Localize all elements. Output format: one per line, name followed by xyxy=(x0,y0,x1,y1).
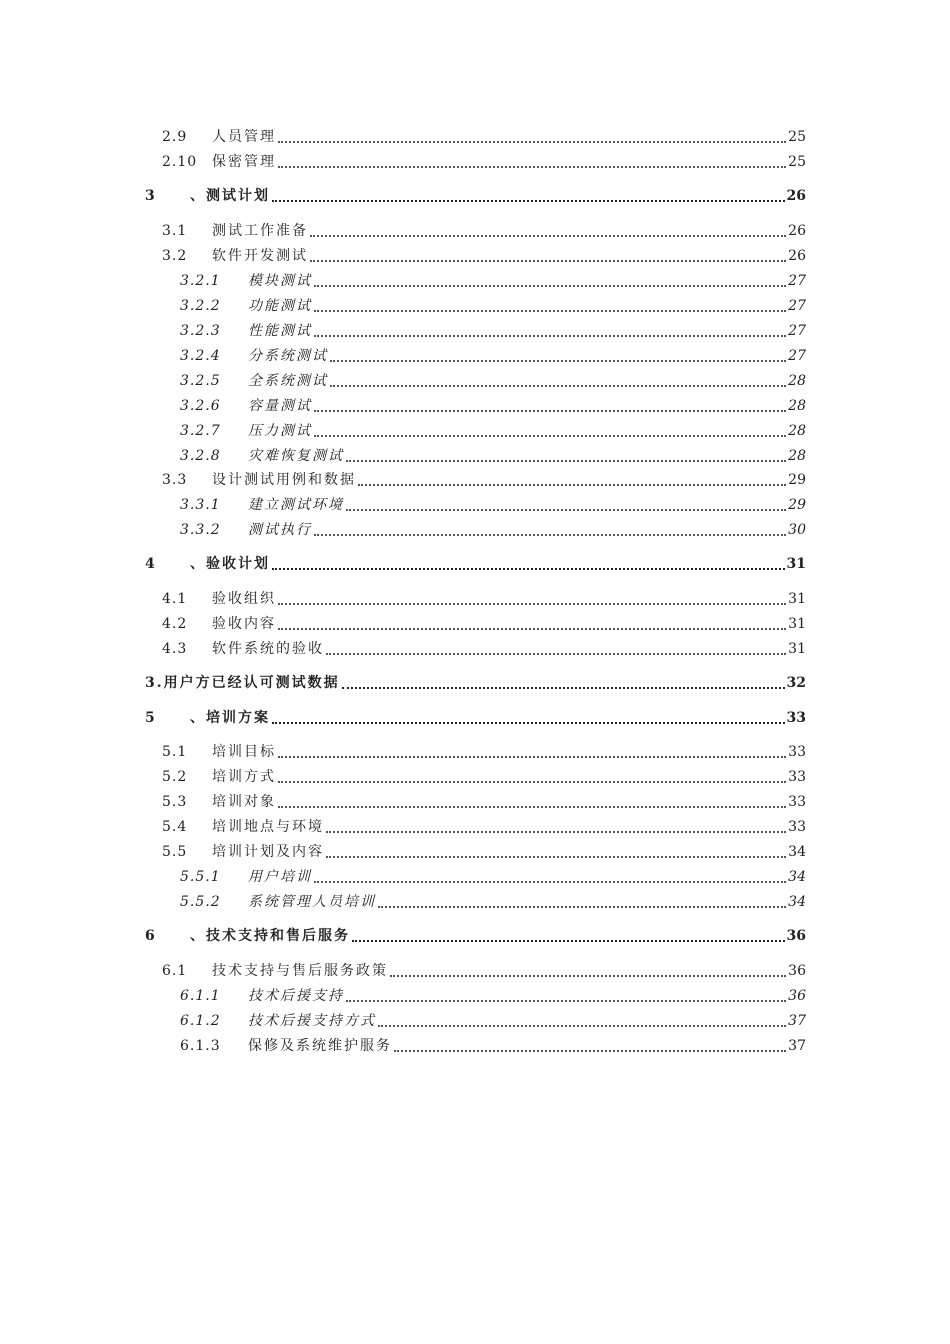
toc-entry[interactable] xyxy=(180,271,806,291)
toc-dot-leader xyxy=(310,240,786,262)
toc-entry-title: 验收组织 xyxy=(212,591,276,607)
toc-entry-number: 5.1 xyxy=(162,744,188,760)
toc-page-number: 27 xyxy=(788,298,806,314)
toc-entry-number: 4.1 xyxy=(162,591,188,607)
toc-entry-title: 压力测试 xyxy=(248,423,312,439)
toc-page-number: 33 xyxy=(788,794,806,810)
toc-entry[interactable] xyxy=(162,614,806,634)
toc-page-number: 28 xyxy=(788,448,806,464)
toc-entry-number: 3.2 xyxy=(162,248,188,264)
toc-page-number: 34 xyxy=(788,869,806,885)
toc-page-number: 36 xyxy=(786,928,806,944)
toc-page-number: 25 xyxy=(788,129,806,145)
toc-entry[interactable] xyxy=(180,421,806,441)
toc-dot-leader xyxy=(390,955,786,977)
toc-page-number: 37 xyxy=(788,1013,806,1029)
toc-entry[interactable] xyxy=(162,817,806,837)
toc-entry[interactable] xyxy=(180,1011,806,1031)
toc-dot-leader xyxy=(278,761,786,783)
toc-entry[interactable] xyxy=(180,892,806,912)
toc-dot-leader xyxy=(314,265,786,287)
toc-entry-number: 3.2.2 xyxy=(180,298,221,314)
toc-entry-number: 3.3.1 xyxy=(180,497,221,513)
toc-page-number: 31 xyxy=(788,616,806,632)
toc-dot-leader xyxy=(326,633,786,655)
toc-entry-title: 容量测试 xyxy=(248,398,312,414)
toc-entry-number: 6.1.2 xyxy=(180,1013,221,1029)
toc-entry-title: 、技术支持和售后服务 xyxy=(190,928,350,944)
toc-entry[interactable] xyxy=(162,152,806,172)
toc-dot-leader xyxy=(278,786,786,808)
toc-dot-leader xyxy=(330,365,786,387)
toc-entry-title: 系统管理人员培训 xyxy=(248,894,376,910)
toc-dot-leader xyxy=(314,290,786,312)
toc-entry-title: 技术后援支持方式 xyxy=(248,1013,376,1029)
toc-entry-title: 培训目标 xyxy=(212,744,276,760)
toc-entry-title: 软件系统的验收 xyxy=(212,641,324,657)
toc-page-number: 25 xyxy=(788,154,806,170)
toc-page-number: 33 xyxy=(786,710,806,726)
toc-dot-leader xyxy=(278,608,786,630)
toc-page-number: 33 xyxy=(788,769,806,785)
toc-entry-number: 5 xyxy=(145,710,155,726)
toc-entry-number: 6.1.1 xyxy=(180,988,221,1004)
toc-entry-title: 软件开发测试 xyxy=(212,248,308,264)
toc-entry[interactable] xyxy=(180,346,806,366)
toc-entry-number: 6 xyxy=(145,928,155,944)
toc-entry-title: 技术后援支持 xyxy=(248,988,344,1004)
toc-dot-leader xyxy=(378,1005,786,1027)
toc-page-number: 31 xyxy=(788,591,806,607)
toc-entry[interactable] xyxy=(162,842,806,862)
toc-entry-title: 人员管理 xyxy=(212,129,276,145)
toc-entry-title: 保修及系统维护服务 xyxy=(248,1038,392,1054)
toc-page-number: 37 xyxy=(788,1038,806,1054)
toc-page-number: 32 xyxy=(786,675,806,691)
toc-page-number: 34 xyxy=(788,894,806,910)
toc-page-number: 27 xyxy=(788,348,806,364)
toc-entry[interactable] xyxy=(162,589,806,609)
toc-page-number: 30 xyxy=(788,522,806,538)
toc-dot-leader xyxy=(278,121,786,143)
toc-entry-title: 验收内容 xyxy=(212,616,276,632)
toc-dot-leader xyxy=(330,340,786,362)
toc-entry-title: 3.用户方已经认可测试数据 xyxy=(145,675,340,691)
toc-entry-title: 全系统测试 xyxy=(248,373,328,389)
toc-entry-number: 5.5.2 xyxy=(180,894,221,910)
toc-entry[interactable] xyxy=(162,127,806,147)
toc-page-number: 26 xyxy=(788,248,806,264)
toc-entry-title: 培训方式 xyxy=(212,769,276,785)
toc-entry-number: 3.2.7 xyxy=(180,423,221,439)
toc-page-number: 26 xyxy=(788,223,806,239)
toc-entry[interactable] xyxy=(145,926,806,946)
toc-dot-leader xyxy=(352,920,785,942)
toc-entry-title: 培训计划及内容 xyxy=(212,844,324,860)
toc-entry-number: 5.4 xyxy=(162,819,188,835)
toc-entry-title: 、验收计划 xyxy=(190,556,270,572)
toc-entry[interactable] xyxy=(162,639,806,659)
toc-entry[interactable] xyxy=(162,767,806,787)
toc-page-number: 28 xyxy=(788,423,806,439)
toc-entry-number: 3 xyxy=(145,188,155,204)
toc-dot-leader xyxy=(346,980,786,1002)
toc-entry[interactable] xyxy=(180,520,806,540)
toc-page-number: 36 xyxy=(788,963,806,979)
toc-dot-leader xyxy=(272,548,785,570)
toc-dot-leader xyxy=(346,489,786,511)
toc-entry-number: 3.3.2 xyxy=(180,522,221,538)
toc-page-number: 28 xyxy=(788,373,806,389)
toc-dot-leader xyxy=(314,861,786,883)
toc-entry[interactable] xyxy=(180,296,806,316)
toc-entry-title: 测试工作准备 xyxy=(212,223,308,239)
toc-entry-number: 5.3 xyxy=(162,794,188,810)
toc-page-number: 31 xyxy=(786,556,806,572)
toc-entry-number: 4.3 xyxy=(162,641,188,657)
toc-entry-title: 用户培训 xyxy=(248,869,312,885)
toc-page-number: 29 xyxy=(788,472,806,488)
toc-dot-leader xyxy=(278,583,786,605)
toc-dot-leader xyxy=(314,415,786,437)
toc-entry[interactable] xyxy=(145,554,806,574)
toc-page-number: 27 xyxy=(788,323,806,339)
toc-entry-title: 保密管理 xyxy=(212,154,276,170)
toc-entry-title: 培训对象 xyxy=(212,794,276,810)
toc-entry-number: 3.2.1 xyxy=(180,273,221,289)
toc-entry-number: 5.2 xyxy=(162,769,188,785)
toc-dot-leader xyxy=(394,1030,786,1052)
toc-page-number: 27 xyxy=(788,273,806,289)
toc-entry[interactable] xyxy=(180,986,806,1006)
toc-page-number: 28 xyxy=(788,398,806,414)
toc-entry-title: 性能测试 xyxy=(248,323,312,339)
toc-dot-leader xyxy=(346,440,786,462)
toc-entry-number: 4 xyxy=(145,556,155,572)
toc-entry-title: 测试执行 xyxy=(248,522,312,538)
toc-entry[interactable] xyxy=(180,1036,806,1056)
toc-dot-leader xyxy=(272,180,785,202)
toc-dot-leader xyxy=(314,514,786,536)
toc-entry[interactable] xyxy=(180,371,806,391)
toc-dot-leader xyxy=(326,836,786,858)
toc-entry[interactable] xyxy=(180,321,806,341)
toc-dot-leader xyxy=(378,886,786,908)
toc-entry-number: 6.1 xyxy=(162,963,188,979)
toc-entry[interactable] xyxy=(145,673,806,693)
toc-entry-title: 技术支持与售后服务政策 xyxy=(212,963,388,979)
toc-entry[interactable] xyxy=(162,792,806,812)
toc-entry[interactable] xyxy=(145,708,806,728)
toc-entry-title: 建立测试环境 xyxy=(248,497,344,513)
toc-dot-leader xyxy=(314,390,786,412)
toc-page-number: 34 xyxy=(788,844,806,860)
toc-entry-number: 3.2.4 xyxy=(180,348,221,364)
toc-entry[interactable] xyxy=(180,495,806,515)
toc-page-number: 31 xyxy=(788,641,806,657)
toc-dot-leader xyxy=(278,146,786,168)
toc-entry-title: 分系统测试 xyxy=(248,348,328,364)
toc-entry-number: 6.1.3 xyxy=(180,1038,221,1054)
toc-entry[interactable] xyxy=(145,186,806,206)
toc-entry-number: 3.1 xyxy=(162,223,188,239)
toc-entry-number: 5.5 xyxy=(162,844,188,860)
toc-entry-number: 5.5.1 xyxy=(180,869,221,885)
toc-entry-number: 4.2 xyxy=(162,616,188,632)
toc-dot-leader xyxy=(326,811,786,833)
toc-entry[interactable] xyxy=(180,396,806,416)
toc-entry-number: 2.9 xyxy=(162,129,188,145)
toc-entry-number: 3.2.6 xyxy=(180,398,221,414)
toc-dot-leader xyxy=(310,215,786,237)
toc-entry-title: 灾难恢复测试 xyxy=(248,448,344,464)
toc-entry-number: 3.2.3 xyxy=(180,323,221,339)
toc-entry-number: 3.2.5 xyxy=(180,373,221,389)
toc-dot-leader xyxy=(278,736,786,758)
toc-entry[interactable] xyxy=(162,221,806,241)
toc-entry[interactable] xyxy=(162,742,806,762)
toc-entry-title: 、测试计划 xyxy=(190,188,270,204)
toc-dot-leader xyxy=(358,464,786,486)
toc-entry-number: 3.3 xyxy=(162,472,188,488)
toc-entry[interactable] xyxy=(162,961,806,981)
toc-entry[interactable] xyxy=(180,867,806,887)
toc-entry-title: 模块测试 xyxy=(248,273,312,289)
toc-entry[interactable] xyxy=(162,246,806,266)
toc-entry-title: 设计测试用例和数据 xyxy=(212,472,356,488)
toc-dot-leader xyxy=(272,702,785,724)
toc-page-number: 29 xyxy=(788,497,806,513)
toc-page-number: 33 xyxy=(788,744,806,760)
toc-dot-leader xyxy=(314,315,786,337)
toc-entry-title: 、培训方案 xyxy=(190,710,270,726)
toc-entry-title: 功能测试 xyxy=(248,298,312,314)
toc-entry[interactable] xyxy=(180,446,806,466)
toc-page-number: 36 xyxy=(788,988,806,1004)
toc-page-number: 33 xyxy=(788,819,806,835)
toc-entry-number: 2.10 xyxy=(162,154,198,170)
toc-page-number: 26 xyxy=(786,188,806,204)
toc-entry-number: 3.2.8 xyxy=(180,448,221,464)
toc-dot-leader xyxy=(342,667,785,689)
toc-entry-title: 培训地点与环境 xyxy=(212,819,324,835)
toc-entry[interactable] xyxy=(162,470,806,490)
